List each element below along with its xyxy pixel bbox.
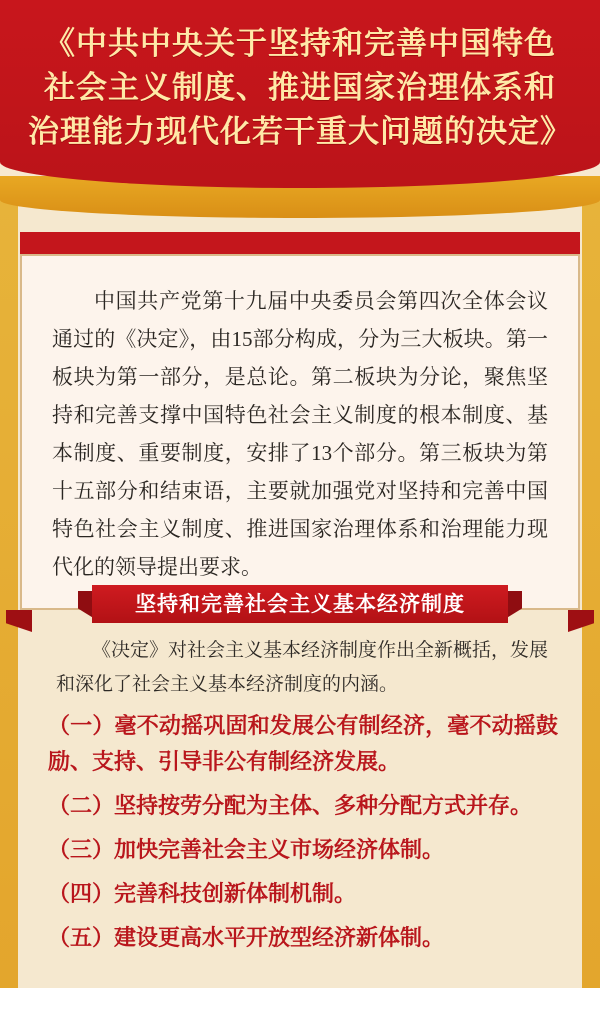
intro-card-wrapper	[20, 232, 580, 632]
list-item: （四）完善科技创新体制机制。	[48, 881, 357, 906]
bottom-white-strip	[0, 988, 600, 1022]
section-heading-label: 坚持和完善社会主义基本经济制度	[92, 585, 508, 623]
section-lead-paragraph: 《决定》对社会主义基本经济制度作出全新概括，发展和深化了社会主义基本经济制度的内涵。	[56, 640, 549, 695]
page-title-line-2: 社会主义制度、推进国家治理体系和	[44, 70, 556, 105]
page-title-line-3: 治理能力现代化若干重大问题的决定》	[28, 114, 572, 149]
header-banner	[0, 0, 600, 188]
list-item: （五）建设更高水平开放型经济新体制。	[48, 925, 445, 950]
list-item: （三）加快完善社会主义市场经济体制。	[48, 837, 445, 862]
intro-card	[20, 254, 580, 610]
numbered-items-list	[48, 708, 558, 964]
page-title-line-1: 《中共中央关于坚持和完善中国特色	[44, 26, 556, 61]
page-title	[26, 22, 574, 154]
list-item: （二）坚持按劳分配为主体、多种分配方式并存。	[48, 793, 533, 818]
intro-paragraph: 中国共产党第十九届中央委员会第四次全体会议通过的《决定》，由15部分构成，分为三大板块。第一板块为第一部分，是总论。第二板块为分论，聚焦坚持和完善支撑中国特色社会主义制度的根本制度、基本制度、重要制度，安排了13个部分。第三板块为第十五部分和结束语，主要就加强党对坚持和完善中国特色社会主义制度、推进国家治理体系和治理能力现代化的领导提出要求。	[52, 289, 548, 579]
intro-ribbon-top	[20, 232, 580, 254]
list-item: （一）毫不动摇巩固和发展公有制经济，毫不动摇鼓励、支持、引导非公有制经济发展。	[48, 713, 558, 774]
section-heading-ribbon	[78, 585, 522, 623]
